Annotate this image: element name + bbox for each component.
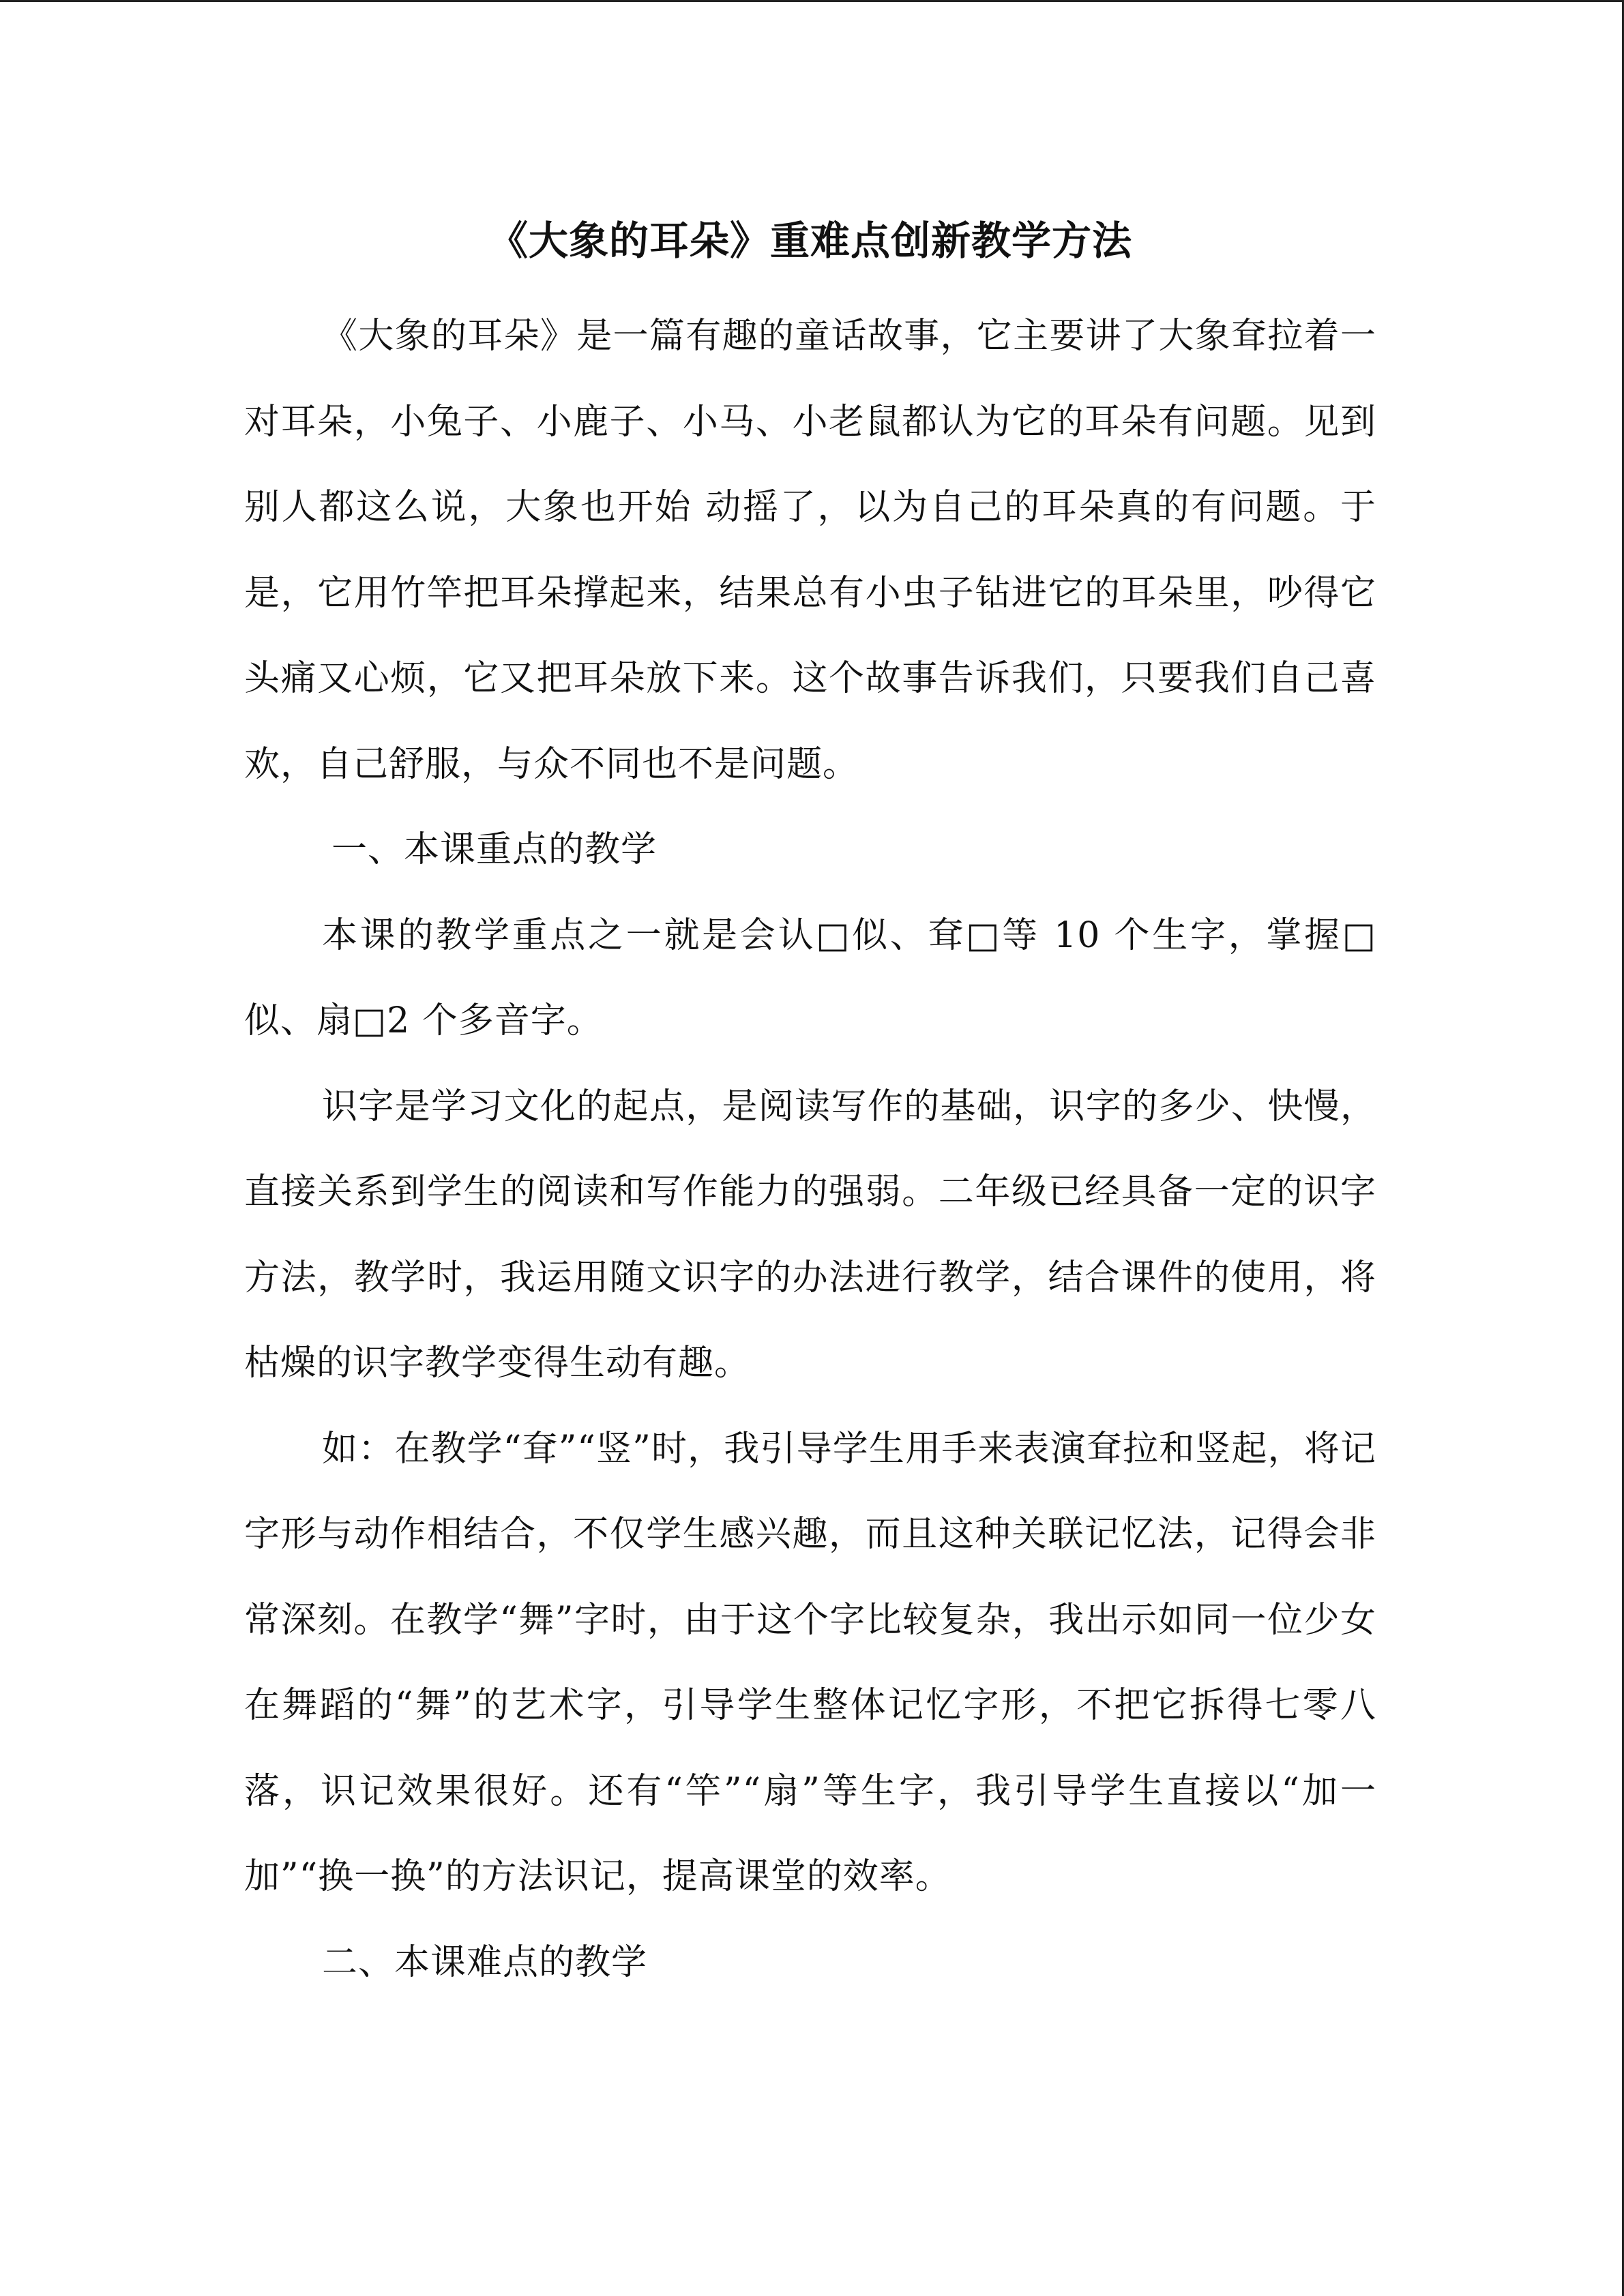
intro-paragraph: 《大象的耳朵》是一篇有趣的童话故事，它主要讲了大象耷拉着一对耳朵，小兔子、小鹿子、小马、小老鼠都认为它的耳朵有问题。见到别人都这么说，大象也开始 动摇了，以为自己的耳朵真的有问题。于是，它用竹竿把耳朵撑起来，结果总有小虫子钻进它的耳朵里，吵得它头痛又心烦，它又把耳朵放下来。这个故事告诉我们，只要我们自己喜欢，自己舒服，与众不同也不是问题。 — [244, 316, 1376, 785]
document-title: 《大象的耳朵》重难点创新教学方法 — [488, 218, 1132, 264]
section-1-paragraph-2: 识字是学习文化的起点，是阅读写作的基础，识字的多少、快慢，直接关系到学生的阅读和写作能力的强弱。二年级已经具备一定的识字方法，教学时，我运用随文识字的办法进行教学，结合课件的使用，将枯燥的识字教学变得生动有趣。 — [244, 1086, 1376, 1384]
document-body — [244, 207, 1376, 2006]
section-1-paragraph-1: 本课的教学重点之一就是会认□似、耷□等 10 个生字，掌握□似、扇□2 个多音字。 — [244, 914, 1376, 1041]
section-1-paragraph-3: 如：在教学“耷”“竖”时，我引导学生用手来表演耷拉和竖起，将记字形与动作相结合，不仅学生感兴趣，而且这种关联记忆法，记得会非常深刻。在教学“舞”字时，由于这个字比较复杂，我出示如同一位少女在舞蹈的“舞”的艺术字，引导学生整体记忆字形，不把它拆得七零八落，识记效果很好。还有“竿”“扇”等生字，我引导学生直接以“加一加”“换一换”的方法识记，提高课堂的效率。 — [244, 1428, 1376, 1897]
section-2-heading: 二、本课难点的教学 — [322, 1941, 648, 1983]
section-1-heading: 一、本课重点的教学 — [331, 829, 658, 870]
